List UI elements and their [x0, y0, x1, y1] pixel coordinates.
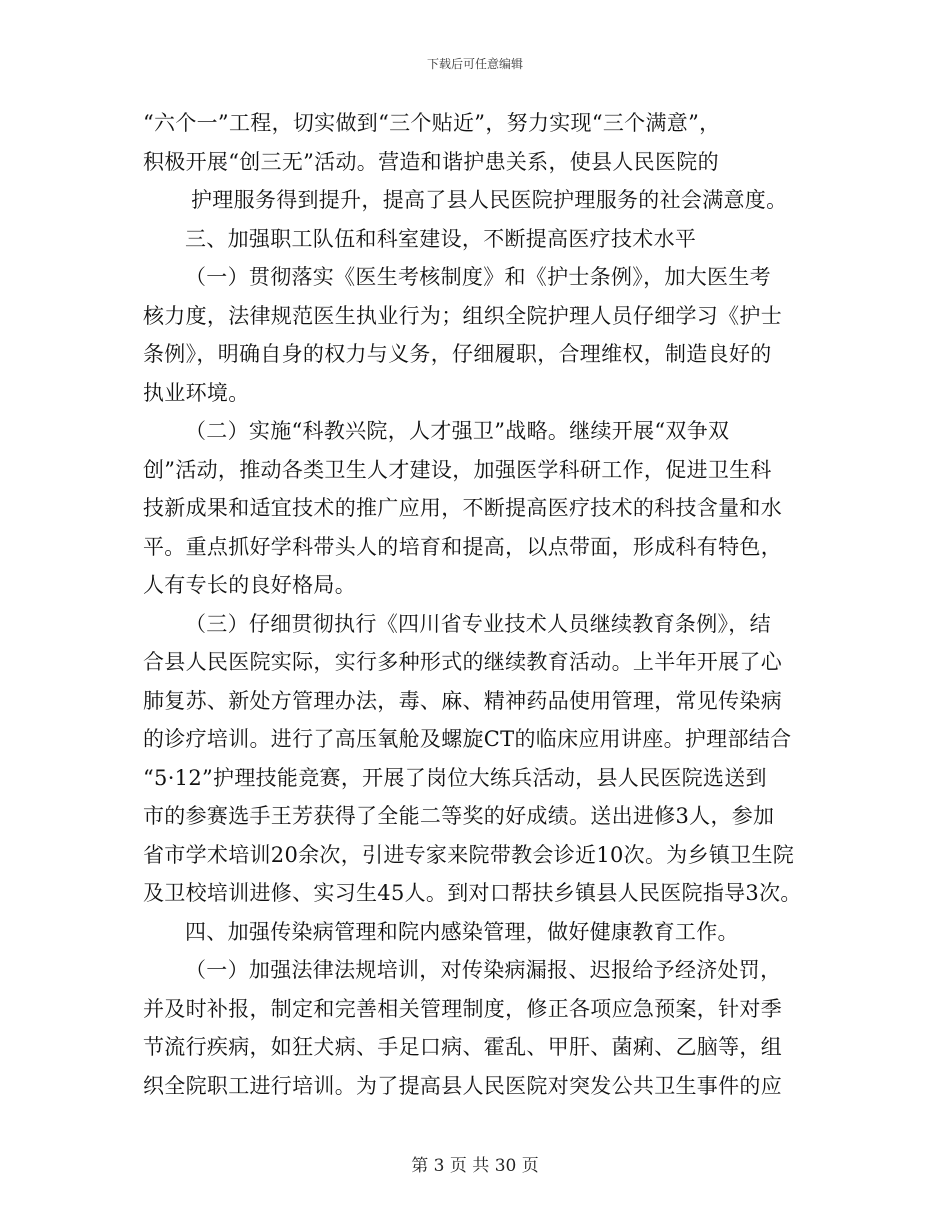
text-line: 平。重点抓好学科带头人的培育和提高，以点带面，形成科有特色， [143, 534, 782, 559]
page-footer: 第 3 页 共 30 页 [411, 1156, 539, 1176]
text-line: 肺复苏、新处方管理办法，毒、麻、精神药品使用管理，常见传染病 [143, 688, 782, 713]
text-line: 织全院职工进行培训。为了提高县人民医院对突发公共卫生事件的应 [143, 1073, 782, 1098]
text-line: 技新成果和适宜技术的推广应用，不断提高医疗技术的科技含量和水 [143, 496, 782, 520]
text-line: 护理服务得到提升，提高了县人民医院护理服务的社会满意度。 [191, 188, 788, 212]
text-line: 人有专长的良好格局。 [143, 573, 356, 597]
text-line: “六个一”工程，切实做到“三个贴近”，努力实现“三个满意”， [143, 111, 721, 135]
text-line: 核力度，法律规范医生执业行为；组织全院护理人员仔细学习《护士 [143, 303, 782, 328]
page-header: 下载后可任意编辑 [426, 57, 523, 71]
paragraph-start: （三）仔细贯彻执行《四川省专业技术人员继续教育条例》，结 [185, 611, 771, 636]
text-line: 合县人民医院实际，实行多种形式的继续教育活动。上半年开展了心 [143, 650, 782, 674]
text-line: 市的参赛选手王芳获得了全能二等奖的好成绩。送出进修3人，参加 [143, 804, 775, 828]
text-line: 条例》，明确自身的权力与义务，仔细履职，合理维权，制造良好的 [143, 342, 772, 366]
text-line: 执业环境。 [143, 380, 250, 405]
document-body [143, 104, 823, 1105]
paragraph-start: （一）贯彻落实《医生考核制度》和《护士条例》，加大医生考 [185, 265, 771, 289]
paragraph-start: （二）实施“科教兴院，人才强卫”战略。继续开展“双争双 [185, 419, 730, 443]
text-line: 节流行疾病，如狂犬病、手足口病、霍乱、甲肝、菌痢、乙脑等，组 [143, 1035, 782, 1059]
text-line: 创”活动，推动各类卫生人才建设，加强医学科研工作，促进卫生科 [143, 457, 772, 482]
text-line: 的诊疗培训。进行了高压氧舱及螺旋CT的临床应用讲座。护理部结合 [143, 727, 792, 751]
paragraph-start: （一）加强法律法规培训，对传染病漏报、迟报给予经济处罚， [185, 958, 782, 982]
text-line: 并及时补报，制定和完善相关管理制度，修正各项应急预案，针对季 [143, 996, 782, 1021]
text-line: 积极开展“创三无”活动。营造和谐护患关系，使县人民医院的 [143, 149, 719, 174]
text-line: 及卫校培训进修、实习生45人。到对口帮扶乡镇县人民医院指导3次。 [143, 881, 802, 905]
section-heading: 四、加强传染病管理和院内感染管理，做好健康教育工作。 [185, 919, 739, 944]
text-line: 省市学术培训20余次，引进专家来院带教会诊近10次。为乡镇卫生院 [143, 842, 795, 867]
text-line: “5·12”护理技能竞赛，开展了岗位大练兵活动，县人民医院选送到 [143, 765, 767, 790]
section-heading: 三、加强职工队伍和科室建设，不断提高医疗技术水平 [185, 226, 697, 251]
